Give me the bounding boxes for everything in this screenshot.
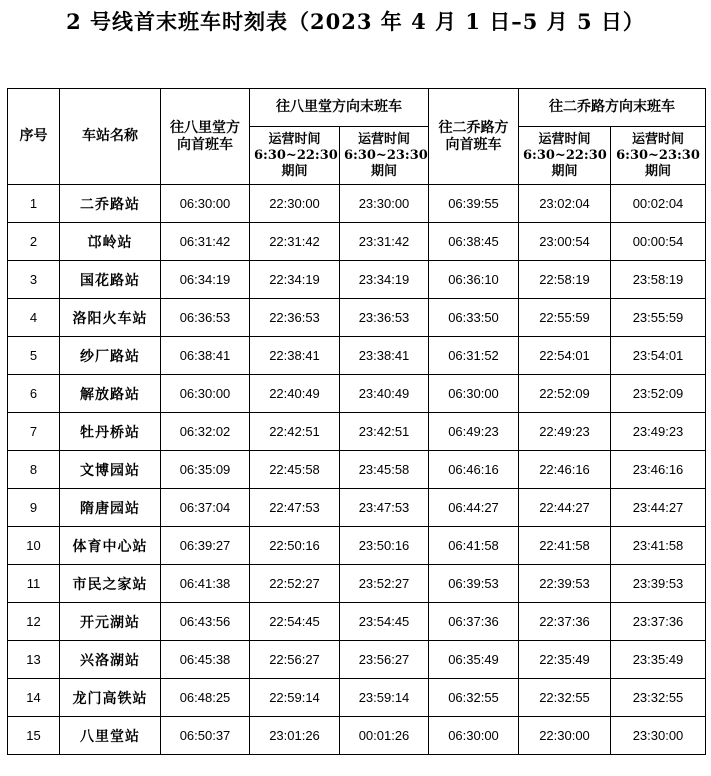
timetable — [7, 88, 706, 755]
balitang-last-time-a: 22:36:53 — [250, 299, 340, 337]
row-number: 4 — [8, 299, 60, 337]
balitang-last-time-a: 22:30:00 — [250, 185, 340, 223]
station-name: 邙岭站 — [60, 223, 161, 261]
balitang-last-time-b: 23:45:58 — [340, 451, 429, 489]
erqiaolu-last-time-b: 23:54:01 — [611, 337, 706, 375]
balitang-first-time: 06:30:00 — [161, 185, 250, 223]
table-row — [8, 527, 706, 565]
balitang-first-time: 06:43:56 — [161, 603, 250, 641]
erqiaolu-first-time: 06:30:00 — [429, 717, 519, 755]
balitang-last-time-b: 23:56:27 — [340, 641, 429, 679]
station-name: 龙门高铁站 — [60, 679, 161, 717]
balitang-last-time-b: 23:40:49 — [340, 375, 429, 413]
erqiaolu-first-time: 06:38:45 — [429, 223, 519, 261]
header-station: 车站名称 — [60, 89, 161, 185]
erqiaolu-first-time: 06:44:27 — [429, 489, 519, 527]
row-number: 13 — [8, 641, 60, 679]
balitang-last-time-a: 22:42:51 — [250, 413, 340, 451]
balitang-first-time: 06:45:38 — [161, 641, 250, 679]
erqiaolu-first-time: 06:46:16 — [429, 451, 519, 489]
balitang-first-time: 06:50:37 — [161, 717, 250, 755]
balitang-last-time-b: 23:31:42 — [340, 223, 429, 261]
balitang-first-time: 06:38:41 — [161, 337, 250, 375]
balitang-last-time-b: 23:54:45 — [340, 603, 429, 641]
header-period-b: 运营时间 6:30~23:30 期间 — [611, 127, 706, 185]
erqiaolu-last-time-a: 22:32:55 — [519, 679, 611, 717]
erqiaolu-last-time-a: 22:55:59 — [519, 299, 611, 337]
erqiaolu-first-time: 06:41:58 — [429, 527, 519, 565]
balitang-last-time-a: 22:34:19 — [250, 261, 340, 299]
station-name: 牡丹桥站 — [60, 413, 161, 451]
erqiaolu-first-time: 06:35:49 — [429, 641, 519, 679]
row-number: 1 — [8, 185, 60, 223]
erqiaolu-last-time-b: 23:39:53 — [611, 565, 706, 603]
erqiaolu-last-time-b: 23:32:55 — [611, 679, 706, 717]
balitang-first-time: 06:30:00 — [161, 375, 250, 413]
balitang-first-time: 06:31:42 — [161, 223, 250, 261]
row-number: 15 — [8, 717, 60, 755]
erqiaolu-first-time: 06:49:23 — [429, 413, 519, 451]
erqiaolu-last-time-a: 22:52:09 — [519, 375, 611, 413]
station-name: 市民之家站 — [60, 565, 161, 603]
table-row — [8, 641, 706, 679]
erqiaolu-last-time-b: 23:52:09 — [611, 375, 706, 413]
erqiaolu-first-time: 06:39:53 — [429, 565, 519, 603]
table-row — [8, 223, 706, 261]
header-period-a: 运营时间 6:30~22:30 期间 — [250, 127, 340, 185]
balitang-last-time-a: 22:31:42 — [250, 223, 340, 261]
erqiaolu-last-time-a: 22:46:16 — [519, 451, 611, 489]
balitang-last-time-b: 23:34:19 — [340, 261, 429, 299]
header-to-balitang-first: 往八里堂方向首班车 — [161, 89, 250, 185]
balitang-last-time-a: 22:56:27 — [250, 641, 340, 679]
erqiaolu-first-time: 06:37:36 — [429, 603, 519, 641]
erqiaolu-last-time-a: 22:30:00 — [519, 717, 611, 755]
erqiaolu-first-time: 06:31:52 — [429, 337, 519, 375]
balitang-last-time-a: 22:54:45 — [250, 603, 340, 641]
balitang-last-time-b: 00:01:26 — [340, 717, 429, 755]
header-period-a: 运营时间 6:30~22:30 期间 — [519, 127, 611, 185]
row-number: 5 — [8, 337, 60, 375]
table-row — [8, 413, 706, 451]
erqiaolu-last-time-b: 23:55:59 — [611, 299, 706, 337]
table-row — [8, 489, 706, 527]
table-row — [8, 451, 706, 489]
page-title: 2 号线首末班车时刻表（2023 年 4 月 1 日–5 月 5 日） — [66, 9, 645, 34]
row-number: 6 — [8, 375, 60, 413]
station-name: 体育中心站 — [60, 527, 161, 565]
row-number: 9 — [8, 489, 60, 527]
station-name: 二乔路站 — [60, 185, 161, 223]
erqiaolu-last-time-b: 23:35:49 — [611, 641, 706, 679]
table-row — [8, 375, 706, 413]
balitang-last-time-a: 23:01:26 — [250, 717, 340, 755]
erqiaolu-last-time-b: 00:00:54 — [611, 223, 706, 261]
balitang-last-time-a: 22:59:14 — [250, 679, 340, 717]
balitang-last-time-b: 23:47:53 — [340, 489, 429, 527]
header-to-erqiaolu-first: 往二乔路方向首班车 — [429, 89, 519, 185]
balitang-last-time-b: 23:52:27 — [340, 565, 429, 603]
station-name: 开元湖站 — [60, 603, 161, 641]
header-to-erqiaolu-last: 往二乔路方向末班车 — [519, 89, 706, 127]
table-row — [8, 261, 706, 299]
header-to-balitang-last: 往八里堂方向末班车 — [250, 89, 429, 127]
erqiaolu-first-time: 06:39:55 — [429, 185, 519, 223]
row-number: 7 — [8, 413, 60, 451]
table-row — [8, 337, 706, 375]
balitang-first-time: 06:48:25 — [161, 679, 250, 717]
erqiaolu-first-time: 06:33:50 — [429, 299, 519, 337]
row-number: 3 — [8, 261, 60, 299]
header-no: 序号 — [8, 89, 60, 185]
station-name: 纱厂路站 — [60, 337, 161, 375]
station-name: 国花路站 — [60, 261, 161, 299]
station-name: 解放路站 — [60, 375, 161, 413]
erqiaolu-first-time: 06:36:10 — [429, 261, 519, 299]
erqiaolu-last-time-a: 22:39:53 — [519, 565, 611, 603]
balitang-first-time: 06:37:04 — [161, 489, 250, 527]
row-number: 11 — [8, 565, 60, 603]
erqiaolu-last-time-b: 23:30:00 — [611, 717, 706, 755]
balitang-first-time: 06:36:53 — [161, 299, 250, 337]
row-number: 2 — [8, 223, 60, 261]
station-name: 隋唐园站 — [60, 489, 161, 527]
erqiaolu-first-time: 06:30:00 — [429, 375, 519, 413]
table-row — [8, 603, 706, 641]
table-row — [8, 565, 706, 603]
erqiaolu-last-time-a: 22:44:27 — [519, 489, 611, 527]
table-row — [8, 185, 706, 223]
row-number: 10 — [8, 527, 60, 565]
balitang-first-time: 06:34:19 — [161, 261, 250, 299]
station-name: 洛阳火车站 — [60, 299, 161, 337]
erqiaolu-last-time-a: 22:41:58 — [519, 527, 611, 565]
balitang-last-time-b: 23:38:41 — [340, 337, 429, 375]
balitang-last-time-a: 22:52:27 — [250, 565, 340, 603]
station-name: 兴洛湖站 — [60, 641, 161, 679]
balitang-first-time: 06:32:02 — [161, 413, 250, 451]
erqiaolu-first-time: 06:32:55 — [429, 679, 519, 717]
erqiaolu-last-time-b: 23:37:36 — [611, 603, 706, 641]
row-number: 14 — [8, 679, 60, 717]
balitang-last-time-b: 23:42:51 — [340, 413, 429, 451]
erqiaolu-last-time-a: 22:35:49 — [519, 641, 611, 679]
row-number: 12 — [8, 603, 60, 641]
balitang-last-time-b: 23:50:16 — [340, 527, 429, 565]
timetable-body — [8, 185, 706, 755]
erqiaolu-last-time-b: 00:02:04 — [611, 185, 706, 223]
balitang-last-time-a: 22:40:49 — [250, 375, 340, 413]
table-row — [8, 679, 706, 717]
table-row — [8, 299, 706, 337]
erqiaolu-last-time-b: 23:41:58 — [611, 527, 706, 565]
row-number: 8 — [8, 451, 60, 489]
balitang-first-time: 06:39:27 — [161, 527, 250, 565]
balitang-last-time-a: 22:47:53 — [250, 489, 340, 527]
erqiaolu-last-time-b: 23:44:27 — [611, 489, 706, 527]
erqiaolu-last-time-a: 22:37:36 — [519, 603, 611, 641]
erqiaolu-last-time-a: 23:02:04 — [519, 185, 611, 223]
balitang-last-time-a: 22:38:41 — [250, 337, 340, 375]
table-row — [8, 717, 706, 755]
balitang-last-time-b: 23:30:00 — [340, 185, 429, 223]
balitang-first-time: 06:35:09 — [161, 451, 250, 489]
erqiaolu-last-time-a: 22:54:01 — [519, 337, 611, 375]
erqiaolu-last-time-a: 22:58:19 — [519, 261, 611, 299]
station-name: 八里堂站 — [60, 717, 161, 755]
header-period-b: 运营时间 6:30~23:30 期间 — [340, 127, 429, 185]
balitang-last-time-b: 23:59:14 — [340, 679, 429, 717]
balitang-last-time-b: 23:36:53 — [340, 299, 429, 337]
station-name: 文博园站 — [60, 451, 161, 489]
balitang-first-time: 06:41:38 — [161, 565, 250, 603]
erqiaolu-last-time-b: 23:58:19 — [611, 261, 706, 299]
balitang-last-time-a: 22:50:16 — [250, 527, 340, 565]
erqiaolu-last-time-b: 23:49:23 — [611, 413, 706, 451]
balitang-last-time-a: 22:45:58 — [250, 451, 340, 489]
erqiaolu-last-time-a: 22:49:23 — [519, 413, 611, 451]
erqiaolu-last-time-b: 23:46:16 — [611, 451, 706, 489]
erqiaolu-last-time-a: 23:00:54 — [519, 223, 611, 261]
